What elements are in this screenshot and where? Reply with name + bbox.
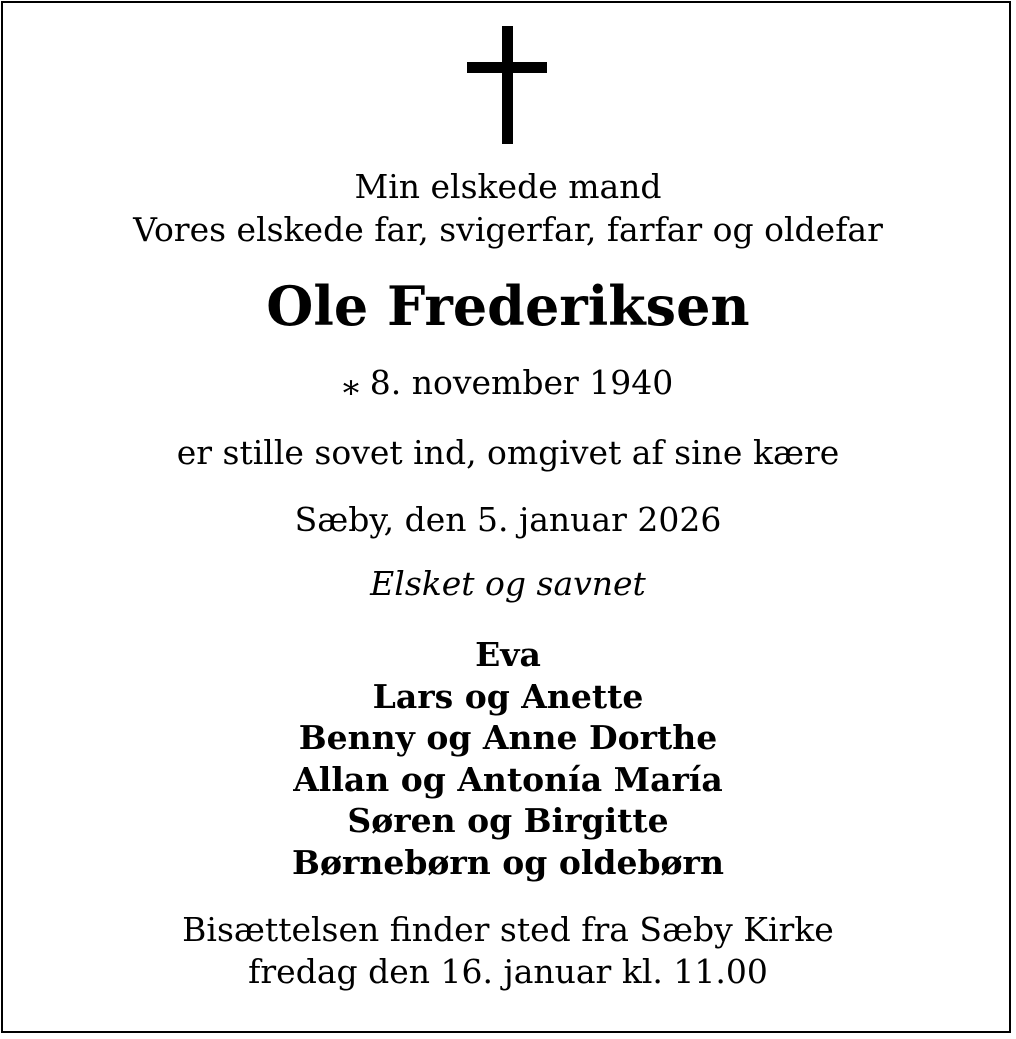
intro-line-2: Vores elskede far, svigerfar, farfar og oldefar (133, 210, 883, 249)
birth-date: ⁎ 8. november 1940 (342, 363, 674, 402)
funeral-line-2: fredag den 16. januar kl. 11.00 (248, 952, 768, 991)
deceased-name: Ole Frederiksen (266, 274, 750, 338)
family-list (0, 634, 1016, 884)
cross-icon (467, 26, 547, 144)
tagline: Elsket og savnet (370, 564, 646, 603)
family-member: Eva (475, 635, 541, 674)
funeral-line-1: Bisættelsen finder sted fra Sæby Kirke (182, 910, 834, 949)
passed-text: er stille sovet ind, omgivet af sine kære (176, 433, 840, 472)
family-member: Lars og Anette (372, 676, 644, 716)
family-member: Søren og Birgitte (347, 801, 669, 841)
family-member: Børnebørn og oldebørn (292, 842, 724, 882)
family-member: Benny og Anne Dorthe (298, 718, 718, 758)
family-member: Allan og Antonía María (293, 759, 723, 799)
place-date: Sæby, den 5. januar 2026 (294, 500, 722, 539)
intro-line-1: Min elskede mand (354, 167, 662, 206)
